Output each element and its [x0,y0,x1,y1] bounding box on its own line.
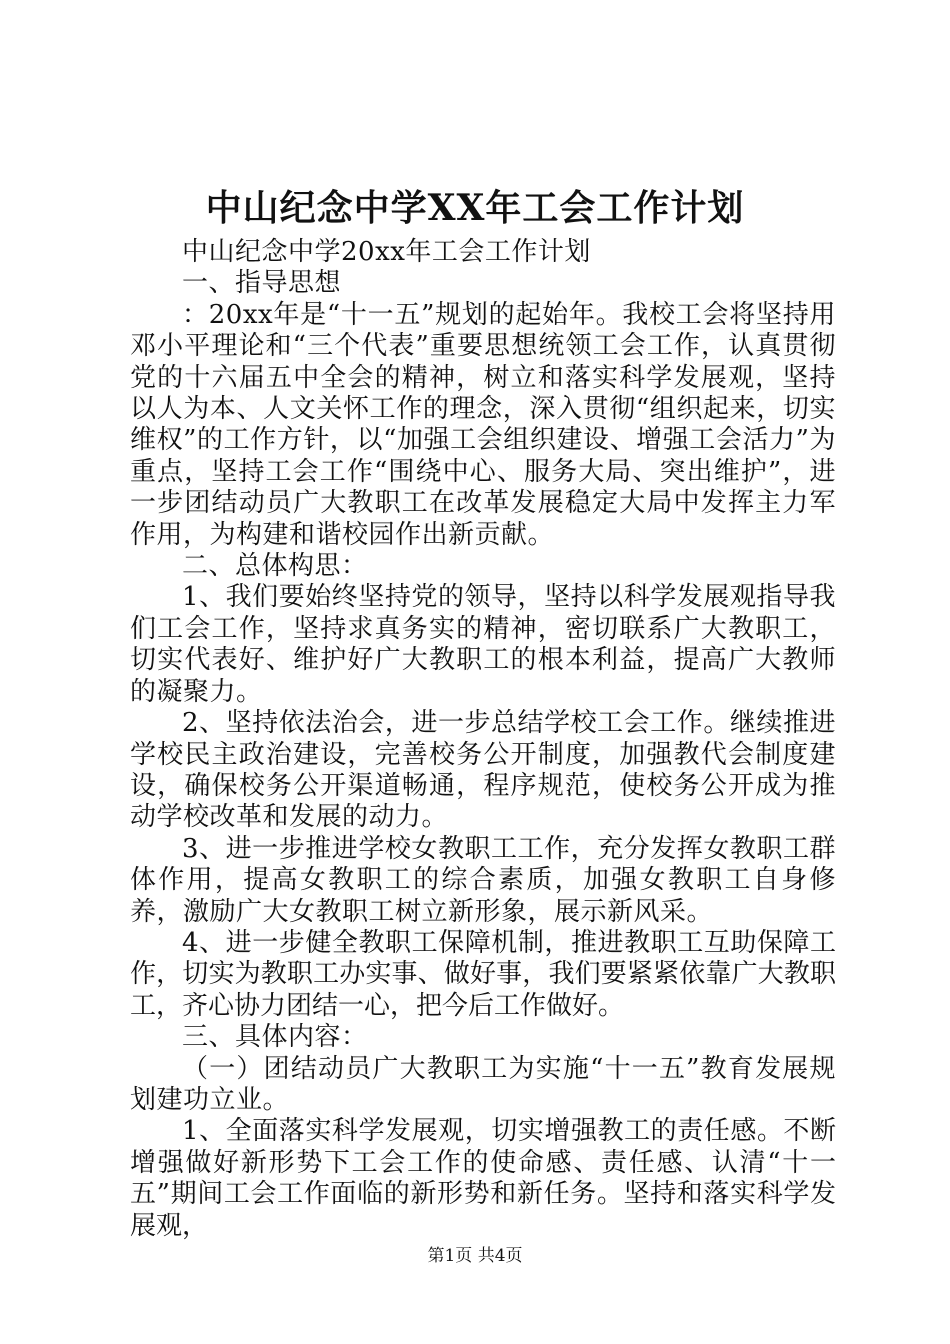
section-heading-2: 二、总体构思： [182,551,368,582]
section-heading-1: 一、指导思想 [182,268,342,299]
document-body [130,237,836,1242]
paragraph-subsection-1: （一）团结动员广大教职工为实施“十一五”教育发展规划建功立业。 [130,1053,836,1115]
paragraph-item-1: 1、我们要始终坚持党的领导，坚持以科学发展观指导我们工会工作，坚持求真务实的精神，密切联系广大教职工，切实代表好、维护好广大教职工的根本利益，提高广大教师的凝聚力。 [130,582,836,707]
page-footer [0,1244,950,1268]
paragraph-content-1: 1、全面落实科学发展观，切实增强教工的责任感。不断增强做好新形势下工会工作的使命感、责任感、认清“十一五”期间工会工作面临的新形势和新任务。坚持和落实科学发展观， [130,1116,836,1241]
paragraph-guiding-ideology: ：20xx年是“十一五”规划的起始年。我校工会将坚持用邓小平理论和“三个代表”重要思想统领工会工作，认真贯彻党的十六届五中全会的精神，树立和落实科学发展观，坚持以人为本、人文关怀工作的理念，深入贯彻“组织起来，切实维权”的工作方针，以“加强工会组织建设、增强工会活力”为重点，坚持工会工作“围绕中心、服务大局、突出维护”，进一步团结动员广大教职工在改革发展稳定大局中发挥主力军作用，为构建和谐校园作出新贡献。 [130,299,836,550]
paragraph-item-4: 4、进一步健全教职工保障机制，推进教职工互助保障工作，切实为教职工办实事、做好事，我们要紧紧依靠广大教职工，齐心协力团结一心，把今后工作做好。 [130,927,836,1021]
section-heading-3: 三、具体内容： [182,1022,368,1053]
document-title: 中山纪念中学XX年工会工作计划 [205,187,745,229]
paragraph-item-3: 3、进一步推进学校女教职工工作，充分发挥女教职工群体作用，提高女教职工的综合素质，加强女教职工自身修养，激励广大女教职工树立新形象，展示新风采。 [130,833,836,927]
page-number: 第1页 [427,1246,473,1266]
paragraph-subtitle: 中山纪念中学20xx年工会工作计划 [182,237,591,267]
paragraph-item-2: 2、坚持依法治会，进一步总结学校工会工作。继续推进学校民主政治建设，完善校务公开制度，加强教代会制度建设，确保校务公开渠道畅通，程序规范，使校务公开成为推动学校改革和发展的动力。 [130,708,836,833]
page-total: 共4页 [477,1246,523,1266]
